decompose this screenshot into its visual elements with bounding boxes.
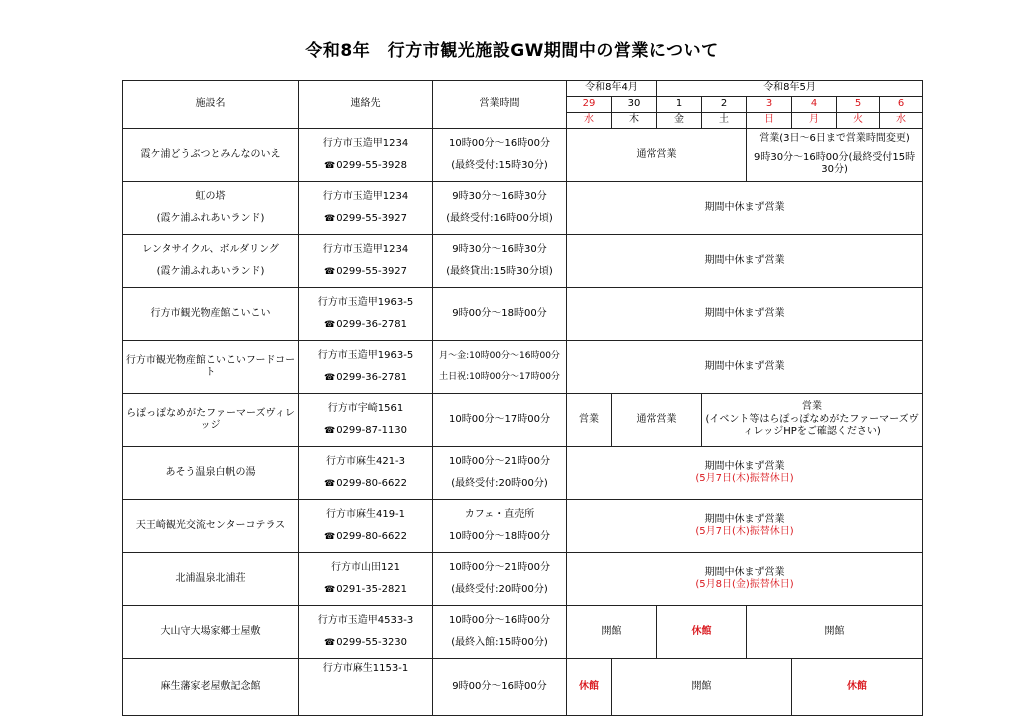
status-cell: 期間中休まず営業 (5月7日(木)振替休日) xyxy=(567,500,923,553)
table-row xyxy=(123,341,923,394)
phone: ☎ 0299-36-2781 xyxy=(301,372,430,385)
phone: ☎ 0299-36-2781 xyxy=(301,319,430,332)
header-april: 令和8年4月 xyxy=(567,81,657,97)
phone: ☎ 0299-55-3230 xyxy=(301,637,430,650)
table-row xyxy=(123,235,923,288)
status-cell: 期間中休まず営業 xyxy=(567,288,923,341)
holiday-note: (5月7日(木)振替休日) xyxy=(695,526,794,537)
schedule-table xyxy=(122,80,923,716)
phone: ☎ 0299-87-1130 xyxy=(301,425,430,438)
status-cell: 期間中休まず営業 (5月8日(金)振替休日) xyxy=(567,553,923,606)
date-cell: 2 xyxy=(702,97,747,113)
status-cell: 開館 xyxy=(567,606,657,659)
weekday-cell: 金 xyxy=(657,113,702,129)
status-cell: 営業 xyxy=(567,394,612,447)
contact-cell xyxy=(299,500,433,553)
status-cell: 期間中休まず営業 xyxy=(567,182,923,235)
status-cell-closed: 休館 xyxy=(567,659,612,716)
table-row xyxy=(123,288,923,341)
contact-cell xyxy=(299,288,433,341)
address: 行方市山田121 xyxy=(330,561,401,573)
address: 行方市玉造甲1234 xyxy=(322,137,409,149)
status-cell: 開館 xyxy=(612,659,792,716)
facility-name: 霞ケ浦どうぶつとみんなのいえ xyxy=(123,129,299,182)
table-row xyxy=(123,129,923,182)
facility-name: 北浦温泉北浦荘 xyxy=(123,553,299,606)
weekday-cell: 土 xyxy=(702,113,747,129)
date-cell: 1 xyxy=(657,97,702,113)
date-cell: 4 xyxy=(792,97,837,113)
address: 行方市麻生1153-1 xyxy=(322,663,409,674)
page-title: 令和8年 行方市観光施設GW期間中の営業について xyxy=(305,41,719,61)
address: 行方市玉造甲1234 xyxy=(322,243,409,255)
phone: ☎ 0299-55-3928 xyxy=(301,160,430,173)
hours-cell: 9時00分～16時00分 xyxy=(433,659,567,716)
address: 行方市麻生421-3 xyxy=(325,455,406,467)
hours-cell: カフェ・直売所 10時00分～18時00分 xyxy=(433,500,567,553)
contact-cell xyxy=(299,341,433,394)
phone: ☎ 0299-55-3927 xyxy=(301,213,430,226)
status-cell: 通常営業 xyxy=(567,129,747,182)
header-row-month xyxy=(123,81,923,97)
hours-cell: 10時00分～17時00分 xyxy=(433,394,567,447)
contact-cell xyxy=(299,235,433,288)
table-row xyxy=(123,659,923,716)
phone: ☎ 0299-80-6622 xyxy=(301,478,430,491)
table-row xyxy=(123,606,923,659)
header-contact: 連絡先 xyxy=(299,81,433,129)
address: 行方市玉造甲1963-5 xyxy=(317,296,414,308)
status-cell: 期間中休まず営業 xyxy=(567,341,923,394)
weekday-cell: 木 xyxy=(612,113,657,129)
header-hours: 営業時間 xyxy=(433,81,567,129)
table-row xyxy=(123,394,923,447)
address: 行方市玉造甲4533-3 xyxy=(317,614,414,626)
weekday-cell: 水 xyxy=(567,113,612,129)
date-cell: 3 xyxy=(747,97,792,113)
contact-cell xyxy=(299,553,433,606)
contact-cell xyxy=(299,659,433,716)
address: 行方市宇崎1561 xyxy=(327,402,404,414)
facility-name: 行方市観光物産館こいこいフードコート xyxy=(123,341,299,394)
facility-name: レンタサイクル、ボルダリング (霞ケ浦ふれあいランド) xyxy=(123,235,299,288)
facility-name: 麻生藩家老屋敷記念館 xyxy=(123,659,299,716)
table-row xyxy=(123,553,923,606)
facility-name: 天王崎観光交流センターコテラス xyxy=(123,500,299,553)
holiday-note: (5月8日(金)振替休日) xyxy=(695,579,794,590)
contact-cell xyxy=(299,394,433,447)
hours-cell: 月～金:10時00分～16時00分 土日祝:10時00分～17時00分 xyxy=(433,341,567,394)
weekday-cell: 火 xyxy=(837,113,880,129)
status-cell: 営業 (イベント等はらぽっぽなめがたファーマーズヴィレッジHPをご確認ください) xyxy=(702,394,923,447)
status-cell: 営業(3日～6日まで営業時間変更) 9時30分～16時00分(最終受付15時30分) xyxy=(747,129,923,182)
weekday-cell: 日 xyxy=(747,113,792,129)
date-cell: 29 xyxy=(567,97,612,113)
facility-name: あそう温泉白帆の湯 xyxy=(123,447,299,500)
facility-name: 大山守大場家郷士屋敷 xyxy=(123,606,299,659)
hours-cell: 9時30分～16時30分 (最終受付:16時00分頃) xyxy=(433,182,567,235)
hours-cell: 10時00分～16時00分 (最終受付:15時30分) xyxy=(433,129,567,182)
header-facility: 施設名 xyxy=(123,81,299,129)
contact-cell xyxy=(299,447,433,500)
table-row xyxy=(123,447,923,500)
hours-cell: 10時00分～16時00分 (最終入館:15時00分) xyxy=(433,606,567,659)
address: 行方市麻生419-1 xyxy=(325,508,406,520)
status-cell: 通常営業 xyxy=(612,394,702,447)
phone: ☎ 0299-55-3927 xyxy=(301,266,430,279)
date-cell: 30 xyxy=(612,97,657,113)
phone: ☎ 0299-80-6622 xyxy=(301,531,430,544)
address: 行方市玉造甲1234 xyxy=(322,190,409,202)
date-cell: 5 xyxy=(837,97,880,113)
holiday-note: (5月7日(木)振替休日) xyxy=(695,473,794,484)
address: 行方市玉造甲1963-5 xyxy=(317,349,414,361)
table-row xyxy=(123,500,923,553)
contact-cell xyxy=(299,182,433,235)
hours-cell: 9時00分～18時00分 xyxy=(433,288,567,341)
contact-cell xyxy=(299,606,433,659)
status-cell-closed: 休館 xyxy=(657,606,747,659)
facility-name: らぽっぽなめがたファーマーズヴィレッジ xyxy=(123,394,299,447)
header-may: 令和8年5月 xyxy=(657,81,923,97)
hours-cell: 9時30分～16時30分 (最終貸出:15時30分頃) xyxy=(433,235,567,288)
phone: ☎ 0291-35-2821 xyxy=(301,584,430,597)
contact-cell xyxy=(299,129,433,182)
hours-cell: 10時00分～21時00分 (最終受付:20時00分) xyxy=(433,447,567,500)
status-cell-closed: 休館 xyxy=(792,659,923,716)
hours-cell: 10時00分～21時00分 (最終受付:20時00分) xyxy=(433,553,567,606)
status-cell: 期間中休まず営業 xyxy=(567,235,923,288)
status-cell: 開館 xyxy=(747,606,923,659)
status-cell: 期間中休まず営業 (5月7日(木)振替休日) xyxy=(567,447,923,500)
table-row xyxy=(123,182,923,235)
date-cell: 6 xyxy=(880,97,923,113)
facility-name: 行方市観光物産館こいこい xyxy=(123,288,299,341)
facility-name: 虹の塔 (霞ケ浦ふれあいランド) xyxy=(123,182,299,235)
weekday-cell: 水 xyxy=(880,113,923,129)
weekday-cell: 月 xyxy=(792,113,837,129)
